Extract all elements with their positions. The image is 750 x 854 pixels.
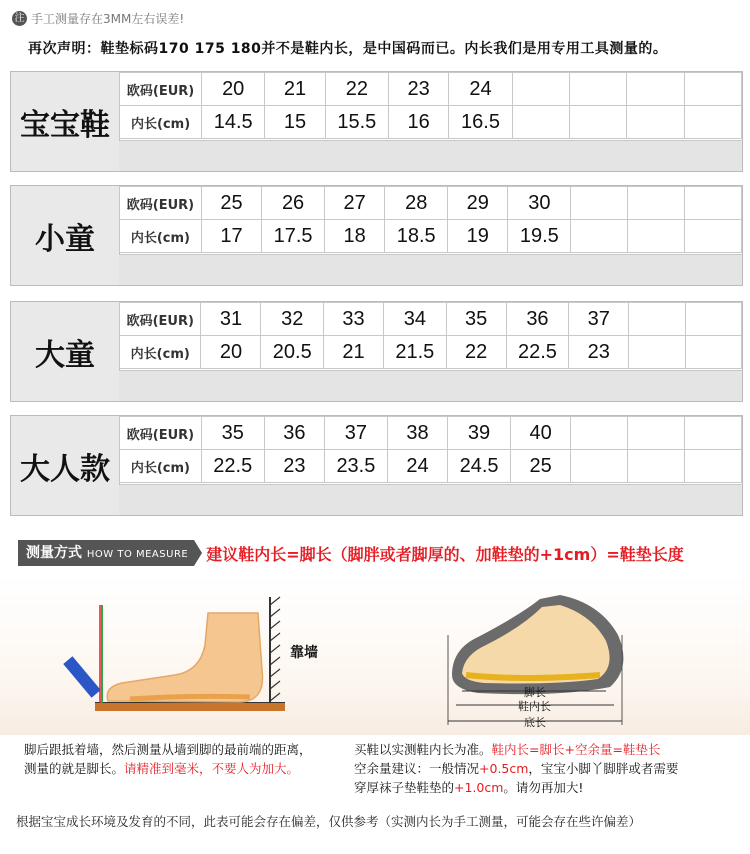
eur-size-cell: 35 [446,303,506,336]
left-caption-line-1: 脚后跟抵着墙，然后测量从墙到脚的最前端的距离， [24,742,312,757]
category-label: 大人款 [11,416,120,515]
inner-length-cell: 24.5 [448,450,511,483]
inner-length-cell [628,220,685,253]
inner-length-cell: 22.5 [506,336,569,369]
inner-length-row [120,450,742,483]
right-caption-2b: +0.5cm [479,761,529,776]
inner-length-cell [569,106,626,139]
inner-length-cell: 14.5 [202,106,265,139]
eur-size-cell [684,73,741,106]
eur-size-cell: 37 [324,417,387,450]
inner-length-cell [684,106,741,139]
eur-size-cell: 23 [388,73,449,106]
measure-illustration [0,575,750,735]
eur-size-cell: 26 [262,187,325,220]
eur-size-cell: 35 [201,417,264,450]
eur-row-label: 欧码(EUR) [120,303,201,336]
inner-length-cell: 17 [201,220,261,253]
inner-length-cell [685,450,742,483]
left-caption-2a: 测量的就是脚长。 [24,761,125,776]
size-table [119,416,742,483]
inner-length-cell: 19.5 [508,220,571,253]
measure-header [18,540,684,566]
length-row-label: 内长(cm) [120,336,201,369]
size-group-adult [10,415,743,516]
left-caption-2b: 请精准到毫米，不要人为加大。 [124,761,300,776]
eur-size-cell: 37 [569,303,629,336]
right-caption [354,740,746,797]
eur-size-cell: 27 [324,187,384,220]
inner-length-cell: 21 [324,336,384,369]
foot-icon [107,613,262,702]
eur-row-label: 欧码(EUR) [120,73,202,106]
eur-size-cell: 36 [264,417,324,450]
inner-length-cell [627,106,684,139]
eur-size-cell: 31 [201,303,261,336]
category-label: 小童 [11,186,120,285]
inner-length-cell [571,450,628,483]
eur-size-cell [628,417,685,450]
eur-size-cell: 36 [506,303,569,336]
inner-length-cell [571,220,628,253]
eur-size-row [120,73,742,106]
foot-wall-illustration [63,597,318,711]
left-caption [24,740,354,778]
right-caption-3c: 。请勿再加大! [503,780,584,795]
inner-length-cell: 25 [510,450,570,483]
table-footer-strip [119,254,742,285]
eur-size-cell: 30 [508,187,571,220]
table-footer-strip [119,370,742,401]
category-label: 宝宝鞋 [11,72,120,171]
eur-row-label: 欧码(EUR) [120,417,202,450]
inner-length-row [120,106,742,139]
inner-length-cell: 20 [201,336,261,369]
eur-size-cell [512,73,569,106]
eur-size-cell: 32 [261,303,324,336]
eur-size-cell [685,187,742,220]
eur-row-label: 欧码(EUR) [120,187,202,220]
measure-diagram [0,575,750,735]
inner-length-cell: 21.5 [384,336,447,369]
wall-hatch-icon [270,597,280,701]
inner-length-cell: 15 [265,106,326,139]
size-group-big-kids [10,301,743,402]
left-caption-line-2 [24,759,354,778]
eur-size-cell: 38 [387,417,447,450]
pencil-icon [63,656,100,697]
eur-size-cell [629,303,685,336]
table-footer-strip [119,140,742,171]
note-badge-icon: 注 [12,11,27,26]
size-table [119,72,742,139]
inner-length-cell: 18.5 [385,220,448,253]
length-row-label: 内长(cm) [120,106,202,139]
eur-size-cell [627,73,684,106]
sole-length-label: 底长 [524,716,546,729]
size-group-small-kids [10,185,743,286]
eur-size-row [120,417,742,450]
eur-size-cell: 39 [448,417,511,450]
inner-length-cell: 18 [324,220,384,253]
ruler-board [95,703,285,711]
category-label: 大童 [11,302,120,401]
foot-length-label: 脚长 [524,686,546,699]
inner-length-cell: 23 [264,450,324,483]
right-caption-2c: ，宝宝小脚丫脚胖或者需要 [528,761,679,776]
right-caption-line-2 [354,759,746,778]
right-caption-2a: 空余量建议：一般情况 [354,761,480,776]
eur-size-cell [571,187,628,220]
eur-size-cell: 21 [265,73,326,106]
size-table [119,302,742,369]
eur-size-row [120,303,742,336]
measure-title-en: HOW TO MEASURE [86,549,189,560]
arrow-right-icon [194,540,202,566]
eur-size-cell [571,417,628,450]
eur-size-cell [685,303,741,336]
inner-length-cell [628,450,685,483]
inner-length-row [120,220,742,253]
inner-length-cell [685,220,742,253]
eur-size-cell: 24 [449,73,512,106]
eur-size-cell: 34 [384,303,447,336]
inner-length-cell: 22.5 [201,450,264,483]
eur-size-cell: 40 [510,417,570,450]
eur-size-cell: 25 [201,187,261,220]
inner-length-cell: 23 [569,336,629,369]
declaration-text: 再次声明：鞋垫标码170 175 180并不是鞋内长，是中国码而已。内长我们是用专用工具测量的。 [28,41,668,57]
inner-length-cell: 20.5 [261,336,324,369]
inner-length-cell: 16 [388,106,449,139]
right-caption-3a: 穿厚袜子垫鞋垫的 [354,780,455,795]
right-caption-line-3 [354,778,746,797]
note-text: 手工测量存在3MM左右误差! [31,12,185,26]
eur-size-row [120,187,742,220]
eur-size-cell [628,187,685,220]
right-caption-1a: 买鞋以实测鞋内长为准。 [354,742,492,757]
eur-size-cell: 20 [202,73,265,106]
shoe-illustration [448,595,623,729]
right-caption-3b: +1.0cm [454,780,504,795]
right-caption-1b: 鞋内长=脚长+空余量=鞋垫长 [491,742,661,757]
inner-length-row [120,336,742,369]
inner-length-label: 鞋内长 [518,700,551,713]
measurement-note [12,10,184,27]
eur-size-cell: 28 [385,187,448,220]
table-footer-strip [119,484,742,515]
length-row-label: 内长(cm) [120,220,202,253]
measure-title-tag [18,540,194,566]
inner-length-cell [512,106,569,139]
inner-length-cell: 22 [446,336,506,369]
inner-length-cell: 17.5 [262,220,325,253]
eur-size-cell [569,73,626,106]
wall-label: 靠墙 [290,645,318,661]
inner-length-cell: 23.5 [324,450,387,483]
length-row-label: 内长(cm) [120,450,202,483]
measure-formula: 建议鞋内长=脚长（脚胖或者脚厚的、加鞋垫的+1cm）=鞋垫长度 [206,544,684,564]
size-group-baby [10,71,743,172]
footer-disclaimer: 根据宝宝成长环境及发育的不同，此表可能会存在偏差，仅供参考（实测内长为手工测量，可能会存在些许偏差） [16,814,642,829]
size-table [119,186,742,253]
eur-size-cell [685,417,742,450]
eur-size-cell: 29 [448,187,508,220]
eur-size-cell: 33 [324,303,384,336]
inner-length-cell: 19 [448,220,508,253]
inner-length-cell: 15.5 [325,106,388,139]
inner-length-cell: 24 [387,450,447,483]
inner-length-cell: 16.5 [449,106,512,139]
inner-length-cell [629,336,685,369]
inner-length-cell [685,336,741,369]
measure-title: 测量方式 [26,545,82,561]
right-caption-line-1 [354,740,746,759]
eur-size-cell: 22 [325,73,388,106]
